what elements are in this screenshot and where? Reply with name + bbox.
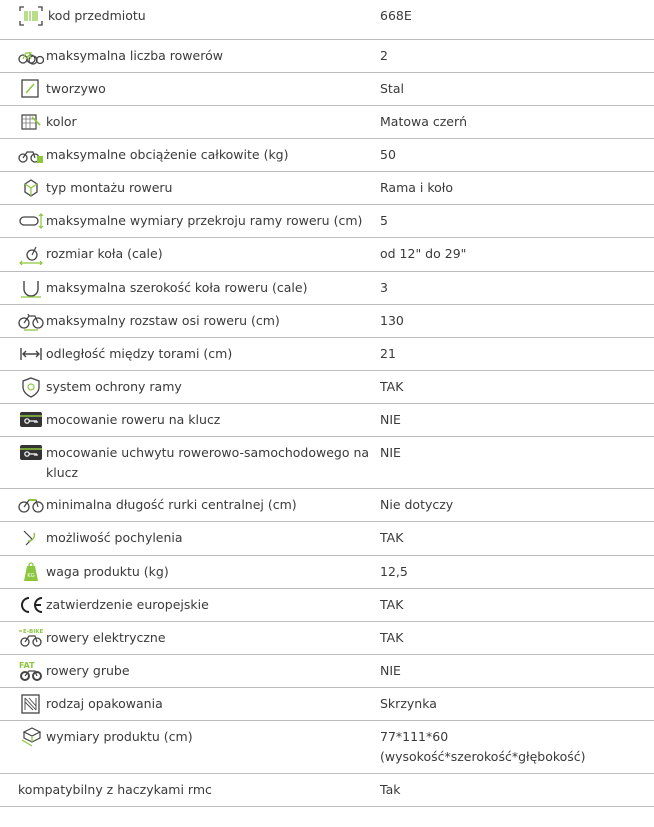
spec-value-line1: 77*111*60: [380, 729, 449, 744]
central-tube-icon: [18, 494, 44, 516]
spec-value: Tak: [380, 782, 401, 797]
spec-row-material: [0, 73, 654, 106]
spec-label: system ochrony ramy: [46, 379, 182, 394]
spec-label: rowery grube: [46, 663, 130, 678]
spec-value: NIE: [380, 663, 401, 678]
spec-label: odległość między torami (cm): [46, 346, 233, 361]
key-lock-carrier-icon: [18, 442, 44, 464]
spec-value: TAK: [380, 530, 404, 545]
fatbike-icon-text: FAT: [19, 661, 35, 670]
spec-label: typ montażu roweru: [46, 180, 173, 195]
spec-row-key-lock: [0, 404, 654, 437]
fatbike-icon: [18, 660, 44, 682]
load-bike-icon: [18, 144, 44, 166]
spec-value: Nie dotyczy: [380, 497, 454, 512]
spec-label: mocowanie uchwytu rowerowo-samochodowego na klucz: [46, 445, 370, 480]
spec-label: rowery elektryczne: [46, 630, 166, 645]
tilt-icon: [18, 527, 44, 549]
spec-value: 668E: [380, 8, 412, 23]
spec-row-max-load: [0, 139, 654, 172]
wheel-size-icon: [18, 243, 44, 265]
spec-row-rmc-compatible: [0, 774, 654, 807]
spec-label: możliwość pochylenia: [46, 530, 183, 545]
spec-row-wheelbase: [0, 305, 654, 338]
spec-row-color: [0, 106, 654, 139]
wheelbase-icon: [18, 310, 44, 332]
spec-value-line2: (wysokość*szerokość*głębokość): [380, 749, 586, 764]
spec-row-wheel-size: [0, 238, 654, 272]
spec-label: maksymalna liczba rowerów: [46, 48, 223, 63]
spec-label: kolor: [46, 114, 77, 129]
spec-label: maksymalna szerokość koła roweru (cale): [46, 280, 308, 295]
track-distance-icon: [18, 343, 44, 365]
spec-row-frame-protection: [0, 371, 654, 404]
spec-row-ce: [0, 589, 654, 622]
spec-label: maksymalne obciążenie całkowite (kg): [46, 147, 289, 162]
weight-icon: [18, 561, 44, 583]
spec-row-central-tube: [0, 489, 654, 522]
spec-row-dimensions: [0, 721, 654, 774]
spec-value: TAK: [380, 630, 404, 645]
spec-label: maksymalne wymiary przekroju ramy roweru (cm): [46, 213, 363, 228]
spec-value: TAK: [380, 379, 404, 394]
color-palette-icon: [18, 111, 44, 133]
material-icon: [18, 78, 44, 100]
bikes-icon: [18, 45, 44, 67]
spec-value: 3: [380, 280, 388, 295]
spec-row-fatbike: [0, 655, 654, 688]
spec-value: 2: [380, 48, 388, 63]
spec-value: Matowa czerń: [380, 114, 468, 129]
spec-value: NIE: [380, 412, 401, 427]
spec-row-ebike: [0, 622, 654, 655]
spec-row-key-lock-carrier: [0, 437, 654, 489]
spec-label: minimalna długość rurki centralnej (cm): [46, 497, 297, 512]
spec-value: 130: [380, 313, 404, 328]
spec-value: 5: [380, 213, 388, 228]
spec-value: NIE: [380, 445, 401, 460]
spec-row-max-bikes: [0, 40, 654, 73]
spec-label: waga produktu (kg): [46, 564, 169, 579]
spec-label: tworzywo: [46, 81, 106, 96]
mount-type-icon: [18, 177, 44, 199]
ebike-icon-text: E-BIKE: [23, 629, 44, 635]
spec-row-track-distance: [0, 338, 654, 371]
frame-protection-icon: [18, 376, 44, 398]
spec-value: Skrzynka: [380, 696, 437, 711]
spec-row-tilt: [0, 522, 654, 556]
spec-row-wheel-width: [0, 272, 654, 305]
spec-row-frame-section: [0, 205, 654, 238]
wheel-width-icon: [18, 277, 44, 299]
frame-section-icon: [18, 210, 44, 232]
ebike-icon: [18, 627, 44, 649]
spec-value: od 12" do 29": [380, 246, 467, 261]
spec-row-mount-type: [0, 172, 654, 205]
spec-label: kod przedmiotu: [48, 8, 146, 23]
spec-value: 12,5: [380, 564, 408, 579]
spec-row-package: [0, 688, 654, 721]
spec-value: [380, 727, 650, 767]
spec-value: Rama i koło: [380, 180, 453, 195]
spec-row-item-code: [0, 0, 654, 40]
ce-mark-icon: [18, 594, 44, 616]
key-lock-icon: [18, 409, 44, 431]
spec-label: wymiary produktu (cm): [46, 729, 193, 744]
spec-label: mocowanie roweru na klucz: [46, 412, 221, 427]
weight-icon-text: KG: [27, 573, 35, 579]
spec-value: 21: [380, 346, 396, 361]
spec-value: Stal: [380, 81, 404, 96]
spec-row-weight: [0, 556, 654, 589]
spec-value: TAK: [380, 597, 404, 612]
spec-label: kompatybilny z haczykami rmc: [18, 782, 212, 797]
spec-label: rodzaj opakowania: [46, 696, 163, 711]
spec-label: maksymalny rozstaw osi roweru (cm): [46, 313, 280, 328]
package-icon: [18, 693, 44, 715]
spec-value: 50: [380, 147, 396, 162]
spec-label: rozmiar koła (cale): [46, 246, 163, 261]
spec-label: zatwierdzenie europejskie: [46, 597, 209, 612]
barcode-icon: [18, 5, 44, 27]
dimensions-icon: [18, 726, 44, 748]
